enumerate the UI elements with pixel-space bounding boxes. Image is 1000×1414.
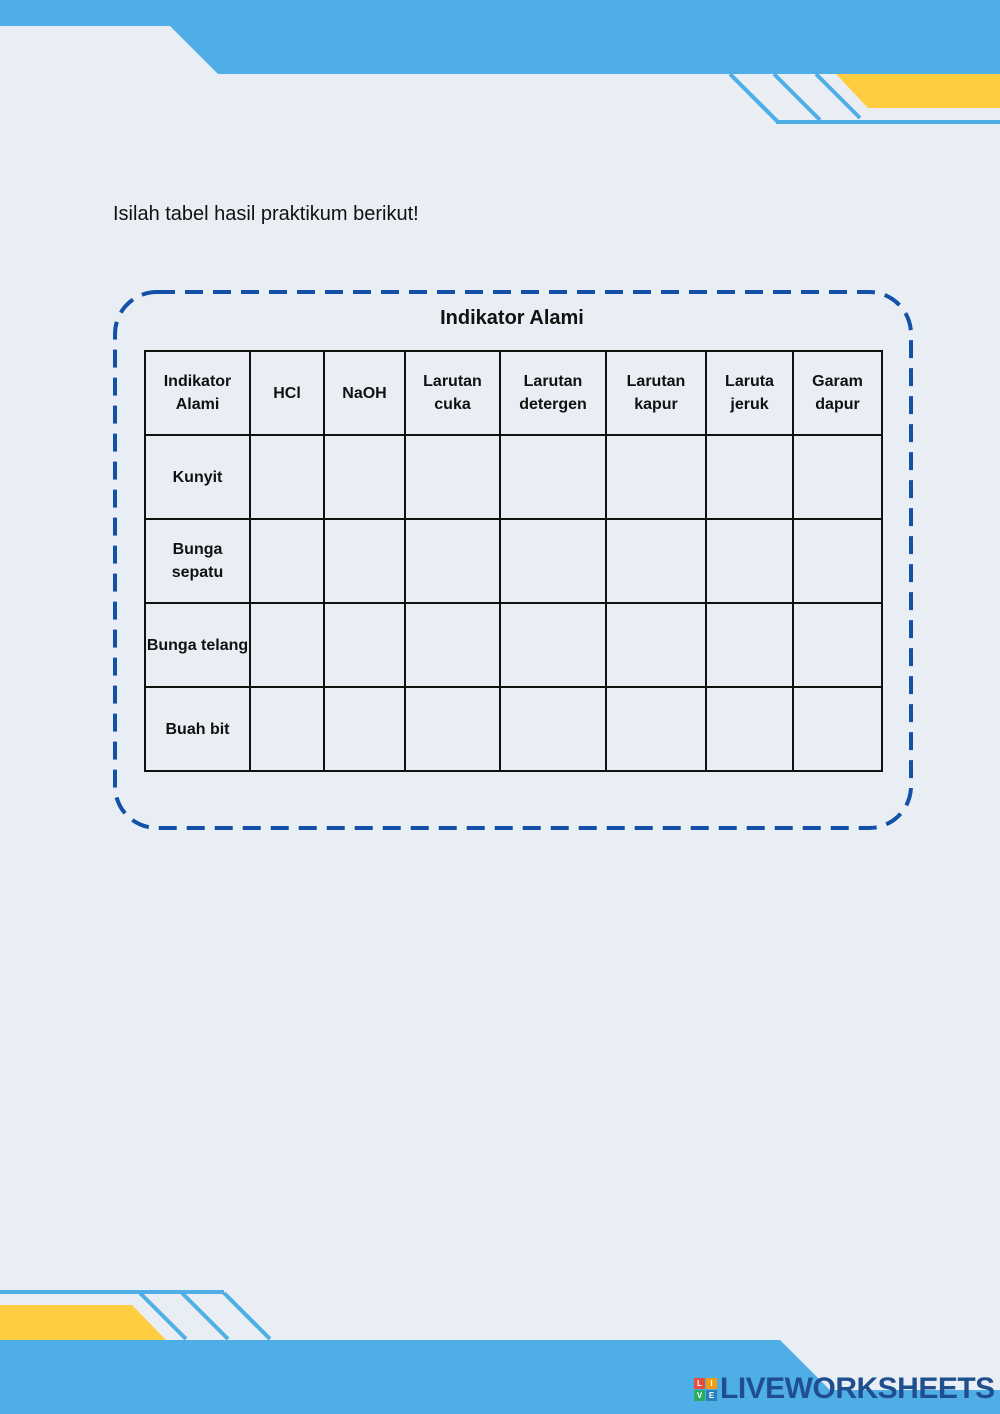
answer-cell[interactable] [706,519,793,603]
answer-cell[interactable] [405,519,500,603]
answer-cell[interactable] [324,687,405,771]
answer-cell[interactable] [793,687,882,771]
answer-cell[interactable] [324,603,405,687]
table-row [145,687,882,771]
answer-cell[interactable] [250,519,324,603]
answer-cell[interactable] [793,603,882,687]
header-cell: NaOH [324,351,405,435]
answer-cell[interactable] [793,519,882,603]
table-row [145,519,882,603]
header-cell: Larutan detergen [500,351,606,435]
liveworksheets-logo-icon [694,1378,717,1401]
answer-cell[interactable] [500,519,606,603]
header-cell: Indikator Alami [145,351,250,435]
table-title: Indikator Alami [440,307,584,329]
answer-cell[interactable] [793,435,882,519]
answer-cell[interactable] [606,687,706,771]
row-label: Bunga sepatu [145,519,250,603]
answer-cell[interactable] [706,435,793,519]
liveworksheets-brand [694,1374,995,1404]
answer-cell[interactable] [405,603,500,687]
answer-cell[interactable] [324,519,405,603]
row-label: Buah bit [145,687,250,771]
footer-yellow-accent [0,1305,166,1340]
header-cell: Larutan cuka [405,351,500,435]
answer-cell[interactable] [405,687,500,771]
header-cell: Garam dapur [793,351,882,435]
answer-cell[interactable] [250,603,324,687]
logo-letter: I [706,1378,717,1389]
results-table [144,350,883,772]
header-band [0,0,1000,74]
instruction-text: Isilah tabel hasil praktikum berikut! [113,203,419,225]
answer-cell[interactable] [606,519,706,603]
answer-cell[interactable] [606,435,706,519]
answer-cell[interactable] [706,687,793,771]
header-yellow-accent [836,74,1000,108]
answer-cell[interactable] [500,435,606,519]
logo-letter: V [694,1390,705,1401]
table-row [145,603,882,687]
row-label: Kunyit [145,435,250,519]
header-cell: Laruta jeruk [706,351,793,435]
answer-cell[interactable] [500,687,606,771]
header-cell: Larutan kapur [606,351,706,435]
logo-letter: L [694,1378,705,1389]
answer-cell[interactable] [324,435,405,519]
header-cell: HCl [250,351,324,435]
answer-cell[interactable] [606,603,706,687]
brand-name: LIVEWORKSHEETS [720,1372,995,1405]
answer-cell[interactable] [706,603,793,687]
answer-cell[interactable] [250,435,324,519]
table-row [145,435,882,519]
answer-cell[interactable] [500,603,606,687]
row-label: Bunga telang [145,603,250,687]
answer-cell[interactable] [405,435,500,519]
logo-letter: E [706,1390,717,1401]
answer-cell[interactable] [250,687,324,771]
table-header-row [145,351,882,435]
